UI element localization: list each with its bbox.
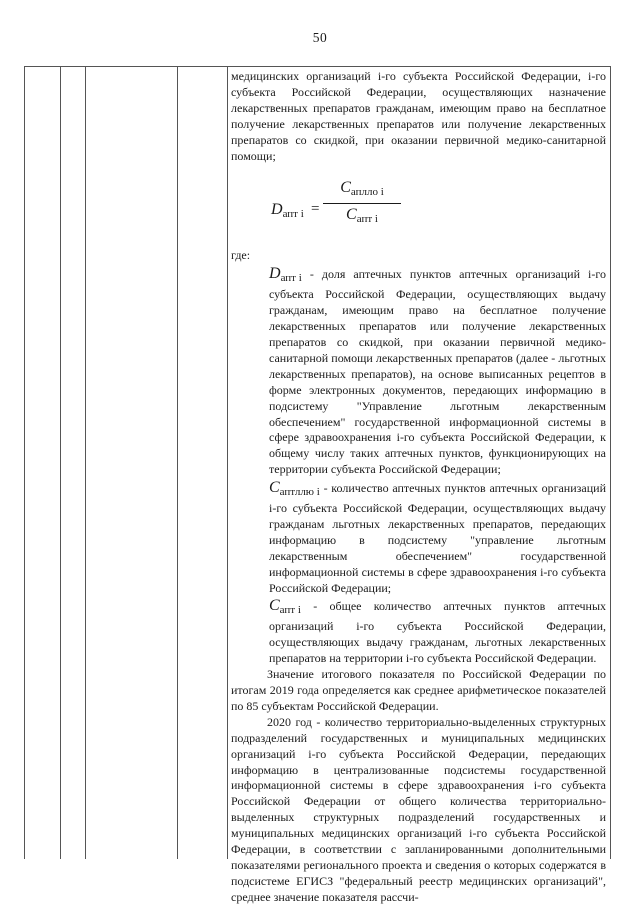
formula-fraction <box>323 180 401 228</box>
formula-numerator: $C_{аплло i}$ <box>323 180 401 204</box>
variable-symbol: $D_{апт i}$ <box>269 265 302 285</box>
formula-lhs: $D_{апт i}$ <box>271 201 304 221</box>
column-divider <box>60 67 61 859</box>
intro-paragraph: медицинских организаций i-го субъекта Российской Федерации, i-го субъекта Российской Федерации, осуществляющих назначение лекарственных препаратов гражданам, имеющим право на бесплатное получение лекарственных препаратов или получение лекарственных препаратов со скидкой, при оказании первичной медико-санитарной помощи; <box>231 69 606 163</box>
methodology-text-cell <box>231 69 606 906</box>
column-divider <box>177 67 178 859</box>
variable-definition <box>269 480 606 596</box>
variable-symbol: $C_{апт i}$ <box>269 597 301 617</box>
formula-denominator: $C_{апт i}$ <box>346 206 378 226</box>
formula-equals: = <box>311 201 320 218</box>
variable-description: - общее количество аптечных пунктов аптечных организаций i-го субъекта Российской Федерации, осуществляющих выдачу гражданам, льготных лекарственных препаратов на территории i-го субъекта Российской Федерации. <box>269 599 607 666</box>
variable-description: - доля аптечных пунктов аптечных организаций i-го субъекта Российской Федерации, осуществляющих выдачу гражданам, имеющим право на бесплатное получение лекарственных препаратов или получение лекарственных препаратов со скидкой, при оказании первичной медико-санитарной помощи лекарственных препаратов (далее - льготных лекарственных препаратов), на основе выписанных рецептов в форме электронных документов, передающих информацию в подсистему "Управление льготным лекарственным обеспечением" государственной информационной системы в сфере здравоохранения i-го субъекта Российской Федерации, к общему числу таких аптечных пунктов, функционирующих на территории субъекта Российской Федерации; <box>269 267 606 477</box>
formula <box>231 180 606 248</box>
column-divider <box>85 67 86 859</box>
document-table <box>24 66 611 904</box>
variable-symbol: $C_{аптллю i}$ <box>269 479 320 499</box>
total-indicator-paragraph: Значение итогового показателя по Российской Федерации по итогам 2019 года определяется как среднее арифметическое показателей по 85 субъектам Российской Федерации. <box>231 667 606 713</box>
page-number: 50 <box>312 30 328 45</box>
where-label: где: <box>231 248 251 263</box>
variable-definition <box>269 598 606 667</box>
year-2020-paragraph: 2020 год - количество территориально-выделенных структурных подразделений государственных и муниципальных медицинских организаций i-го субъекта Российской Федерации, передающих информацию в централизованные подсистемы государственной информационной системы в сфере здравоохранения i-го субъекта Российской Федерации от общего количества территориально-выделенных структурных подразделений государственных и муниципальных медицинских организаций i-го субъекта Российской Федерации, в соответствии с запланированными дополнительными показателями регионального проекта и сведения о которых содержатся в подсистеме ЕГИСЗ "федеральный реестр медицинских организаций", среднее значение показателя рассчи- <box>231 714 606 904</box>
variable-description: - количество аптечных пунктов аптечных организаций i-го субъекта Российской Федерации, осуществляющих выдачу гражданам льготных лекарственных препаратов, передающих информацию в подсистему "управление льготным лекарственным обеспечением" государственной информационной системы в сфере здравоохранения i-го субъекта Российской Федерации; <box>269 481 606 595</box>
column-divider <box>227 67 228 859</box>
variable-definition <box>269 266 606 478</box>
